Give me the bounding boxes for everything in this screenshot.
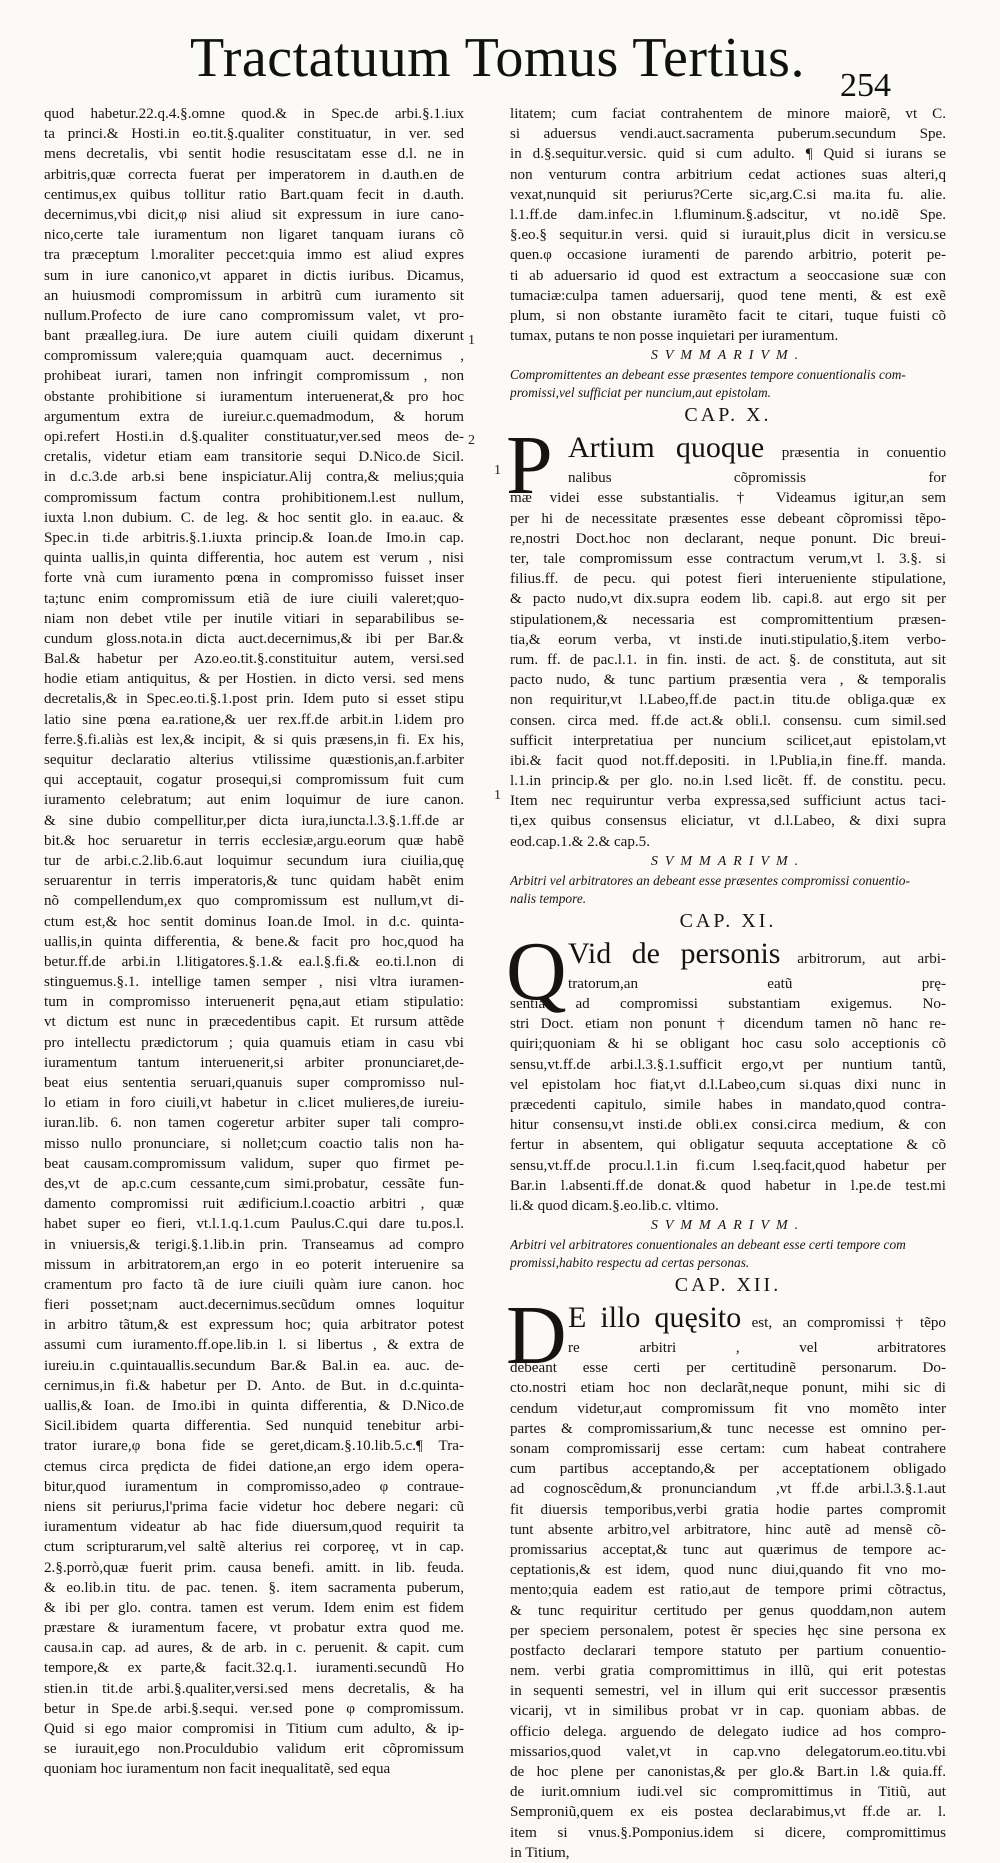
text-line: uallis,& Ioan. de Imo.ibi in quinta differentia, & D.Nico.de <box>44 1398 464 1414</box>
text-line: iuran.lib. 6. non tamen cogeretur arbiter super tali compro- <box>44 1115 464 1132</box>
text-line: quiri;quoniam & hi se obligant hoc casu solo acceptionis cõ <box>510 1036 946 1053</box>
text-line: & pacto nudo,vt dix.supra eodem lib. capi.8. aut ergo sit per <box>510 591 946 608</box>
text-line: tunt absente arbitro,vel arbitratore, hinc autẽ ad mensẽ cõ- <box>510 1521 946 1538</box>
right-top-text <box>510 104 946 346</box>
text-line: ctum scripturarum,vel saltẽ alterius rei corporeę, vt in cap. <box>44 1539 464 1556</box>
text-line: argumentum extra de iureiur.c.quemadmodum, & horum <box>44 408 464 425</box>
chapter-11-heading: CAP. XI. <box>679 909 777 932</box>
text-line: mens decretalis, vbi sentit hodie resuscitatam esse d.l. ne in <box>44 146 464 163</box>
text-line: per speciem personalem, potest ẽr species hęc sine persona ex <box>510 1622 946 1639</box>
text-line: & tunc requiritur certitudo per genus quoddam,non autem <box>510 1602 946 1619</box>
chapter-12-heading: CAP. XII. <box>674 1274 782 1297</box>
text-line: fertur in absentem, qui obligatur sequuta acceptatione & cõ <box>510 1137 946 1154</box>
margin-note-mark: 1 <box>494 463 501 478</box>
text-line: ta princi.& Hosti.in eo.tit.§.qualiter constituatur, in ver. sed <box>44 126 464 143</box>
lead-word: E illo quęsito <box>568 1301 742 1335</box>
summarium-heading-3: SVMMARIVM. <box>650 1218 806 1234</box>
summarium-argument-line: nalis tempore. <box>510 890 587 906</box>
text-line: bitur,quod iuramentum in compromisso,adeo φ contraue- <box>44 1478 464 1495</box>
page-header <box>0 20 1000 104</box>
text-line: mæ videi esse substantialis. † Videamus igitur,an sem <box>510 490 946 507</box>
chapter-opening-line <box>510 934 946 974</box>
text-line: tur de arbi.c.2.lib.6.aut loquimur secundum iura ciuilia,quę <box>44 852 464 869</box>
text-line: hodie etiam antiquitus, & per Hostien. in dicto versi. sed mens <box>44 671 464 688</box>
text-line: cramentum pro facto tã de iure ciuili quàm iure canon. hoc <box>44 1276 464 1293</box>
text-line: vt dictum est nunc in præcedentibus capit. Et rursum attẽde <box>44 1014 464 1031</box>
text-line: in Titium, <box>510 1844 570 1861</box>
text-line: damento compromissi ruit ædificium.l.coactio arbitri , quæ <box>44 1196 464 1213</box>
text-line: postfacto declarari tempore statuto per partium conuentio- <box>510 1642 946 1659</box>
running-title: Tractatuum Tomus Tertius. <box>190 27 805 89</box>
text-line: sensu,vt.ff.de procu.l.1.in fi.cum l.seq.facit,quod habetur per <box>510 1157 946 1174</box>
dropcap-d: D <box>506 1289 567 1383</box>
text-line: decretalis,& in Spec.eo.ti.§.1.post prin. Idem puto si esset stipu <box>44 691 464 708</box>
text-line: debeant esse certi per certitudinẽ personarum. Do- <box>510 1360 946 1377</box>
text-line: tra præceptum l.moraliter peccet:quia immo est aliud expres <box>44 247 464 264</box>
left-column <box>44 104 464 1780</box>
chapter-11-lines <box>510 934 946 1216</box>
chapter-10-heading: CAP. X. <box>684 404 772 427</box>
text-line: cundum gloss.nota.in dicta auct.decernimus,& ibi per Bar.& <box>44 630 464 647</box>
text-line: re,nostri Doct.hoc non declarant, neque ponunt. Dic breui- <box>510 530 946 547</box>
text-line: Item nec requiruntur verba expressa,sed sufficiunt actus taci- <box>510 793 946 810</box>
summarium-heading-1: SVMMARIVM. <box>650 348 806 364</box>
text-line: Quid si ego maior compromisi in Titium cum adulto, & ip- <box>44 1721 464 1737</box>
text-line: missarios,quod valet,vt in cap.vno delegatorum.eo.titu.vbi <box>510 1743 946 1760</box>
summarium-argument-line: promissi,vel sufficiat per nuncium,aut epistolam. <box>510 385 771 401</box>
text-line: compromissum valere;quia quamquam auct. decernimus , <box>44 348 464 365</box>
text-line: nullum.Profecto de iure cano compromissum valet, vt pro- <box>44 307 464 324</box>
text-line: ctemus circa prędicta de fidei datione,an ergo idem opera- <box>44 1458 464 1475</box>
text-line: officio delega. arguendo de delegato iudice ad hos compro- <box>510 1723 946 1740</box>
text-line: vel epistolam hoc fiat,vt d.l.Labeo,cum si.quas dixi nunc in <box>510 1076 946 1093</box>
text-line: opi.refert Hosti.in d.§.qualiter constituatur,ver.sed meos de- <box>44 429 464 445</box>
chapter-10-body <box>506 419 946 852</box>
right-column <box>506 104 946 1863</box>
text-line: stipulationem,& necessaria est compromittentium præsen- <box>510 611 946 628</box>
text-line: ta;tunc enim compromissum etiã de iure ciuili valeret;quo- <box>44 590 464 607</box>
text-line: l.1.ff.de dam.infec.in l.fluminum.§.adscitur, vt no.idẽ Spe. <box>510 206 946 223</box>
text-line: partes & compromissarium,& tunc necesse est omnino per- <box>510 1420 946 1437</box>
opening-line-text: præsentia in conuentio <box>781 445 946 462</box>
chapter-11-argument <box>510 872 946 908</box>
margin-note-mark: 1 <box>468 333 475 348</box>
text-line: obstante prohibitione si iuramentum interuenerat,& pro hoc <box>44 388 464 405</box>
text-line: tumax, putans te non posse inquietari per iuramentum. <box>510 328 839 345</box>
text-line: in d.c.3.de arb.si bene inspiciatur.Alij contra,& melius;quia <box>44 469 464 486</box>
text-line: ad cognoscẽdum,& pronunciandum ,vt ff.de arbi.l.3.§.1.aut <box>510 1481 946 1498</box>
text-line: pacto nudo, & tunc partium præsentia vera , & temporalis <box>510 672 946 689</box>
text-line: mento;quia eadem est ratio,aut de tempore primi cõtractus, <box>510 1582 946 1599</box>
text-line: non requiritur,vt l.Labeo,ff.de pact.in titu.de obliga.quæ ex <box>510 692 946 709</box>
text-line: pro intellectu prædictorum ; quia quamuis etiam in casu vbi <box>44 1034 464 1051</box>
lead-word: Artium quoque <box>568 431 765 465</box>
text-line: tumaciæ:culpa tamen aduersarij, quod tene menti, & est exẽ <box>510 287 946 304</box>
text-line: quen.φ occasione iuramenti de parendo arbitrio, poterit pe- <box>510 247 946 264</box>
text-line: de hoc plene per canonistas,& per glo.& Bart.in l.& quia.ff. <box>510 1764 946 1780</box>
text-line: Spec.in ti.de arbitris.§.1.iuxta princip.& Ioan.de Imo.in cap. <box>44 529 464 546</box>
text-line: quinta uallis,in quinta differentia, hoc autem est verum , nisi <box>44 550 464 567</box>
text-line: cendum videtur,aut compromissum fit vno momẽto inter <box>510 1400 946 1417</box>
text-line: an huiusmodi compromissum in arbitrũ cum iuramento sit <box>44 287 464 304</box>
chapter-11-body <box>506 924 946 1216</box>
text-line: se iurauit,ego non.Proculdubio validum erit cõpromissum <box>44 1741 464 1758</box>
text-line: cretalis, videtur etiam eam transitorie sequi D.Nico.de Sicil. <box>44 449 464 466</box>
chapter-12-body <box>506 1289 946 1863</box>
opening-line-text: est, an compromissi † tẽpo <box>751 1315 946 1332</box>
text-line: quoniam hoc iuramentum non facit inequalitatẽ, sed equa <box>44 1761 391 1778</box>
text-line: cernimus,in fi.& habetur per D. Anto. de But. in d.c.quinta- <box>44 1377 464 1394</box>
text-line: fieri posset;nam auct.decernimus.secũdum omnes loquitur <box>44 1297 464 1314</box>
summarium-argument-line: Arbitri vel arbitratores an debeant esse præsentes compromissi conuentio- <box>510 872 910 888</box>
text-line: sensu,vt.ff.de arbi.l.3.§.1.sufficit ergo,vt per nuntium tantũ, <box>510 1056 946 1073</box>
text-line: 2.§.porrò,quæ fuerit prim. causa benefi. amitt. in lib. feuda. <box>44 1559 464 1576</box>
summarium-heading-2: SVMMARIVM. <box>650 853 806 869</box>
text-line: bit.& hoc seruaretur in terris ecclesiæ,argu.eorum quæ habẽ <box>44 832 464 849</box>
text-line: Bal.& habetur per Azo.eo.tit.§.constituitur autem, versi.sed <box>44 651 464 668</box>
text-line: item si vnus.§.Pomponius.idem si dicere, compromittimus <box>510 1824 946 1841</box>
text-line: centimus,ex quibus tollitur ratio Bart.quam fecit in d.auth. <box>44 186 464 203</box>
opening-line-text: arbitrorum, aut arbi- <box>797 950 946 967</box>
text-line: ferre.§.fi.aliàs est lex,& incipit, & si quis præsens,in fi. Ex his, <box>44 731 464 748</box>
text-line: sufficit interpretatiua per nuncium scilicet,aut epistolam,vt <box>510 732 946 749</box>
text-line: arbitris,quæ correcta fuerat per imperatorem in d.auth.en de <box>44 166 464 183</box>
text-line: betur.ff.de arbi.in l.litigatores.§.1.& ea.l.§.fi.& eo.ti.l.non di <box>44 953 464 970</box>
text-line: de iurit.omnium iudi.vel sic compromittimus in Titiũ, aut <box>510 1784 946 1801</box>
text-line: stri Doct. etiam non ponunt † dicendum tamen nõ hanc re- <box>510 1016 946 1033</box>
text-line: rum. ff. de pac.l.1. in fin. insti. de act. §. de constituta, aut sit <box>510 651 946 668</box>
text-line: & ibi per glo. contra. tamen est verum. Idem enim est fidem <box>44 1599 464 1616</box>
text-line: nico,certe tale iuramentum non ligaret tanquam iurans cõ <box>44 227 464 244</box>
text-line: vexat,nunquid sit periurus?Certe sic,arg.C.si ma.ita fu. alie. <box>510 186 946 203</box>
text-line: tempore,& ex parte,& facit.32.q.1. iuramenti.secundũ Ho <box>44 1660 464 1677</box>
text-line: tratorum,an eatũ prę- <box>568 975 946 992</box>
text-line: decernimus,vbi dicit,φ nisi aliud sit expressum in iure cano- <box>44 206 464 223</box>
text-line: Semproniũ,quem ex eis postea declarabimus,vt ff.de ar. l. <box>510 1804 946 1821</box>
text-line: quod habetur.22.q.4.§.omne quod.& in Spec.de arbi.§.1.iux <box>44 106 464 122</box>
text-line: missum in arbitratorem,an ergo in eo poterit interuenire sa <box>44 1256 464 1273</box>
text-line: niam non debet vtile per inutile vitiari in separabilibus se- <box>44 610 464 627</box>
text-line: sum in iure canonico,vt apparet in dictis iuribus. Dicamus, <box>44 267 464 284</box>
text-line: nem. verbi gratia compromittimus in illũ, qui erit potestas <box>510 1663 946 1680</box>
text-line: forte vnà cum iuramento pœna in compromisso fuisset inser <box>44 570 464 587</box>
text-line: iuxta l.non dubium. C. de leg. & hoc sentit glo. in ea.auc. & <box>44 509 464 526</box>
text-line: latio sine pœna ea.ratione,& uer rex.ff.de arbit.in l.idem pro <box>44 711 464 728</box>
text-line: litatem; cum faciat contrahentem de minore maiorẽ, vt C. <box>510 106 946 122</box>
text-line: sonam compromissarij esse certam: cum habeat contrahere <box>510 1441 946 1457</box>
text-line: trator iurare,φ bona fide se geret,dicam.§.10.lib.5.c.¶ Tra- <box>44 1438 464 1455</box>
text-line: ceptationis,& est idem, quod nunc diui,quando fit vno mo- <box>510 1562 946 1579</box>
summarium-argument-line: promissi,habito respectu ad certas personas. <box>510 1255 750 1271</box>
chapter-12-argument <box>510 1236 946 1272</box>
text-line: ctum est,& hoc sentit dominus Ioan.de Imol. in d.c. quinta- <box>44 913 464 930</box>
text-line: beat eius sententia seruari,quanuis super compromisso nul- <box>44 1075 464 1091</box>
margin-note-mark: 2 <box>468 433 475 448</box>
text-line: seruarentur in terris imperatoris,& tunc quidam habẽt enim <box>44 873 464 890</box>
text-line: li.& quod dicam.§.eo.lib.c. vltimo. <box>510 1197 719 1214</box>
text-line: tia,& eorum verba, vt insti.de inuti.stipulatio,§.item verbo- <box>510 631 946 648</box>
text-line: ibi.& facit quod not.ff.depositi. in l.Publia,in fine.ff. manda. <box>510 752 946 769</box>
text-line: & sine dubio compellitur,per dicta iura,iuncta.l.3.§.1.ff.de ar <box>44 812 464 829</box>
chapter-10-argument <box>510 366 946 402</box>
text-line: hitur consensu,vt insti.de obli.ex consi.circa medium, & con <box>510 1117 946 1134</box>
text-line: per hi de necessitate præsentes esse debeant cõpromissi tẽpo- <box>510 510 946 527</box>
chapter-opening-line <box>510 428 946 468</box>
text-line: tum in compromisso interuenerit pęna,aut etiam stipulatio: <box>44 994 464 1011</box>
text-line: misso nullo pronunciare, si nollet;cum coactio talis non ha- <box>44 1135 464 1152</box>
text-line: nõ compellendum,ex quo compromissum est nullum,vt di- <box>44 893 464 910</box>
text-line: sentia ad compromissi substantiam exigemus. No- <box>510 996 946 1012</box>
text-line: ter, tale compromissum esse contractum verum,vt l. 3.§. si <box>510 551 946 567</box>
text-line: stinguemus.§.1. intellige tamen semper , nisi vltra iuramen- <box>44 974 464 991</box>
text-line: non venturum contra arbitrium cedat actiones suas alteri,q <box>510 166 946 183</box>
folio-number: 254 <box>840 67 891 104</box>
summarium-argument-line: Compromittentes an debeant esse præsentes tempore conuentionalis com- <box>510 367 906 383</box>
text-line: ti,ex quibus consensus eliciatur, vt d.l.Labeo, & dixi supra <box>510 813 946 830</box>
text-line: iuramentum tantum interuenerit,si arbiter pronunciaret,de- <box>44 1054 464 1071</box>
text-line: ti ab aduersario id quod est extractum a seoccasione suæ con <box>510 267 946 284</box>
text-line: filius.ff. de pecu. qui potest fieri interueniente stipulatione, <box>510 571 946 588</box>
lead-word: Vid de personis <box>568 936 781 970</box>
text-line: §.eo.§ sequitur.in versi. quid si iurauit,plus dicit in versicu.se <box>510 227 946 244</box>
chapter-10-lines <box>510 428 946 852</box>
text-line: sequitur declaratio alterius vtilissime quæstionis,an.f.arbiter <box>44 752 464 768</box>
summarium-argument-line: Arbitri vel arbitratores conuentionales an debeant esse certi tempore com <box>510 1237 906 1253</box>
text-line: Sicil.ibidem quarta differentia. Sed nunquid tenebitur arbi- <box>44 1418 464 1435</box>
text-line: cto.nostri etiam hoc non declarãt,neque ponunt, mihi sic di <box>510 1380 946 1397</box>
text-line: in d.§.sequitur.versic. quid si cum adulto. ¶ Quid si iurans se <box>510 146 946 163</box>
chapter-12-lines <box>510 1298 946 1863</box>
text-line: lo etiam in foro ciuili,vt habetur in c.licet mulieres,de iureiu- <box>44 1095 464 1112</box>
text-line: cum partibus acceptando,& per acceptationem obligado <box>510 1461 946 1478</box>
text-line: compromissum factum contra prohibitionem.l.est nullum, <box>44 489 464 506</box>
text-line: Bar.in l.absenti.ff.de donat.& quod habetur in l.pe.de test.mi <box>510 1177 946 1194</box>
text-line: bant præalleg.iura. De iure autem ciuili quidam dixerunt <box>44 328 464 345</box>
text-line: betur in Spe.de arbi.§.sequi. ver.sed pone φ compromissum. <box>44 1700 464 1717</box>
text-line: assumi cum iuramento.ff.ope.lib.in l. si libertus , & extra de <box>44 1337 464 1354</box>
text-line: in vniuersis,& terigi.§.1.lib.in prin. Transeamus ad compro <box>44 1236 464 1253</box>
text-line: nalibus cõpromissis for <box>568 470 946 487</box>
text-line: fit diuersis temporibus,verbi gratia hodie partes compromit <box>510 1501 946 1518</box>
text-line: & eo.lib.in titu. de pac. tenen. §. item sacramenta puberum, <box>44 1579 464 1596</box>
text-line: vicarij, vt in similibus probat vr in cap. quoniam abbas. de <box>510 1703 946 1720</box>
dropcap-p: P <box>506 419 553 513</box>
text-line: iuramento celebratum; aut enim loquimur de iure canon. <box>44 792 464 809</box>
margin-note-mark: 1 <box>494 788 501 803</box>
text-line: iuramentum videatur ab hac fide diuersum,quod requirit ta <box>44 1519 464 1536</box>
text-line: in sequenti semestri, vel in illum qui erit successor præsentis <box>510 1683 946 1700</box>
text-line: niens sit periurus,l'prima facie videtur hoc debere negari: cũ <box>44 1498 464 1515</box>
text-line: habet super eo fieri, vt.l.1.q.1.cum Paulus.C.qui dare tu.pos.l. <box>44 1216 464 1233</box>
text-line: beat causam.compromissum validum, super quo firmet pe- <box>44 1155 464 1172</box>
text-line: des,vt de ap.c.cum cessante,cum simi.probatur, cessãte fun- <box>44 1175 464 1192</box>
text-line: uallis,in quinta differentia, & bene.& facit pro hoc,quod ha <box>44 933 464 950</box>
dropcap-q: Q <box>506 924 567 1018</box>
text-line: stien.in tit.de arbi.§.qualiter,versi.sed mens decretalis, & ha <box>44 1680 464 1697</box>
text-line: consen. circa med. ff.de act.& obli.l. consensu. cum simil.sed <box>510 712 946 729</box>
chapter-opening-line <box>510 1298 946 1338</box>
text-line: iureiu.in c.quintauallis.secundum Bar.& Bal.in ea. auc. de- <box>44 1357 464 1374</box>
text-line: eod.cap.1.& 2.& cap.5. <box>510 833 650 850</box>
text-line: promissarius acceptat,& tunc aut quærimus de tempore ac- <box>510 1541 946 1558</box>
text-line: causa.in cap. ad aures, & de arb. in c. peruenit. & capit. cum <box>44 1640 464 1657</box>
text-line: qui acceptauit, cogatur prosequi,si compromissum fuit cum <box>44 772 464 789</box>
text-line: l.1.in princip.& per glo. no.in l.sed licẽt. ff. de constitu. pecu. <box>510 773 946 790</box>
text-line: præstare & iuramentum facere, vt probatur extra quod me. <box>44 1620 464 1637</box>
text-line: re arbitri , vel arbitratores <box>568 1340 946 1357</box>
text-line: præcedenti capitulo, simile habes in mandato,quod contra- <box>510 1096 946 1113</box>
text-line: in arbitro tãtum,& est expressum hoc; quia arbitrator potest <box>44 1317 464 1334</box>
text-line: plum, si non obstante iuramẽto facit te citari, tuque fuisti cõ <box>510 307 946 324</box>
text-line: si aduersus vendi.auct.sacramenta puberum.secundum Spe. <box>510 126 946 143</box>
text-line: prohibeat iurari, tamen non infringit compromissum , non <box>44 368 464 385</box>
